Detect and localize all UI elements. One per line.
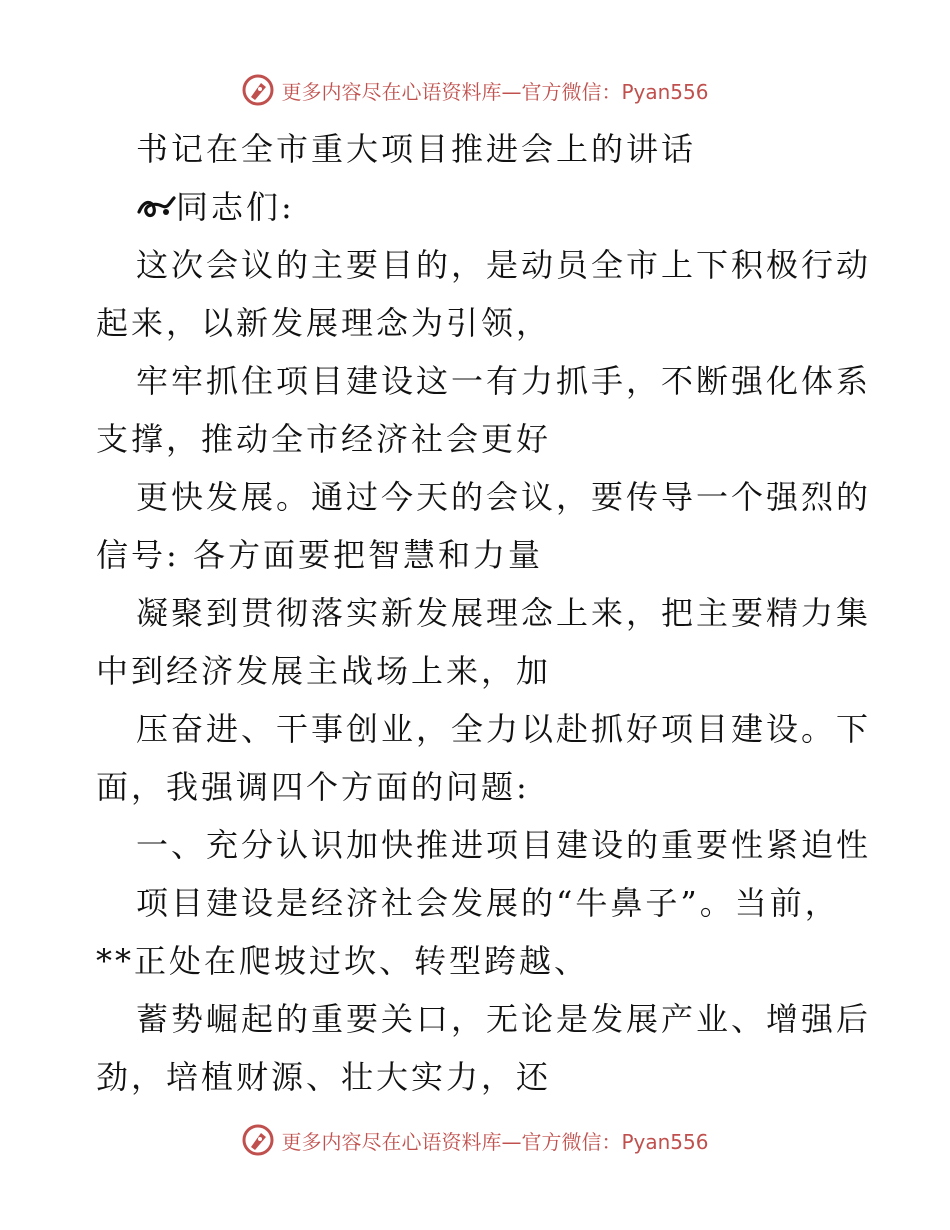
paragraph-line: 劲，培植财源、壮大实力，还: [96, 1058, 552, 1096]
document-title: 书记在全市重大项目推进会上的讲话: [136, 130, 697, 168]
paragraph-line: 凝聚到贯彻落实新发展理念上来，把主要精力集: [136, 594, 872, 632]
paragraph-line: 信号: 各方面要把智慧和力量: [96, 536, 543, 574]
salutation: [136, 178, 295, 236]
paragraph-line: 面，我强调四个方面的问题:: [96, 768, 530, 806]
paragraph-line: 这次会议的主要目的，是动员全市上下积极行动: [136, 246, 872, 284]
pen-nib-circle-icon: [241, 73, 275, 107]
paragraph-line: 蓄势崛起的重要关口，无论是发展产业、增强后: [136, 1000, 872, 1038]
paragraph-line: 压奋进、干事创业，全力以赴抓好项目建设。下: [136, 710, 872, 748]
paragraph-line: 牢牢抓住项目建设这一有力抓手，不断强化体系: [136, 362, 872, 400]
salutation-text: 同志们:: [176, 188, 295, 226]
paragraph-line: 更快发展。通过今天的会议，要传导一个强烈的: [136, 478, 872, 516]
header-watermark: [0, 70, 950, 110]
paragraph-line: 起来，以新发展理念为引领，: [96, 304, 552, 342]
paragraph-line: 中到经济发展主战场上来，加: [96, 652, 552, 690]
footer-watermark: [0, 1120, 950, 1160]
section-heading: 一、充分认识加快推进项目建设的重要性紧迫性: [136, 826, 872, 864]
pen-nib-circle-icon: [241, 1123, 275, 1157]
paragraph-line: 支撑，推动全市经济社会更好: [96, 420, 552, 458]
watermark-text: 更多内容尽在心语资料库—官方微信：Pyan556: [281, 79, 709, 104]
paragraph-line: **正处在爬坡过坎、转型跨越、: [96, 942, 590, 980]
watermark-text: 更多内容尽在心语资料库—官方微信：Pyan556: [281, 1129, 709, 1154]
flourish-icon: [136, 190, 176, 222]
paragraph-line: 项目建设是经济社会发展的“牛鼻子”。当前，: [136, 884, 840, 922]
